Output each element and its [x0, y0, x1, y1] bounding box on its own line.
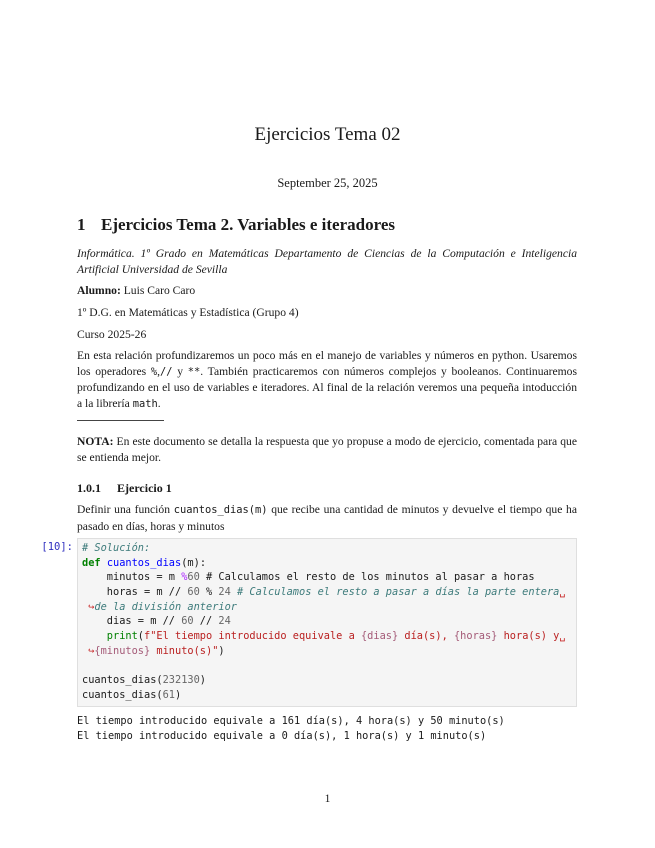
code-text: cuantos_dias(: [82, 689, 163, 701]
code-text: ): [175, 689, 182, 701]
output-line-1: El tiempo introducido equivale a 161 día(s), 4 hora(s) y 50 minuto(s): [77, 715, 505, 727]
document-title: Ejercicios Tema 02: [254, 124, 401, 145]
subsection-number: 1.0.1: [77, 481, 101, 495]
code-text: %: [199, 586, 219, 598]
code-line-5: [82, 600, 237, 615]
code-number: 60: [181, 615, 194, 627]
code-builtin: print: [82, 630, 138, 642]
intro-separator-1: ,: [157, 364, 160, 378]
code-text: (m):: [181, 557, 207, 569]
code-number: 232130: [162, 674, 200, 686]
line-continuation-icon: ␣: [559, 630, 566, 642]
code-number: 60: [187, 571, 200, 583]
intro-separator-2: y: [172, 364, 188, 378]
code-text: //: [193, 615, 219, 627]
section-heading: [77, 215, 395, 235]
intro-end: .: [157, 396, 161, 410]
affiliation-line-1: Informática. 1º Grado en Matemáticas Departamento de Ciencias de la Computación e Inteligencia: [77, 247, 577, 260]
code-text: cuantos_dias(: [82, 674, 163, 686]
intro-operator-floordiv: //: [160, 365, 173, 378]
affiliation: [77, 246, 577, 277]
cell-prompt: [10]:: [41, 541, 73, 553]
code-text: horas = m //: [82, 586, 188, 598]
exercise-text-1: Definir una función: [77, 503, 174, 516]
output-line-2: El tiempo introducido equivale a 0 día(s), 1 hora(s) y 1 minuto(s): [77, 730, 487, 742]
code-string: hora(s) y: [497, 630, 560, 642]
line-continuation-icon: ␣: [559, 586, 566, 598]
intro-text-1: En esta relación profundizaremos un poco más en el manejo de variables y números en python. Usaremos los operadores: [77, 349, 577, 378]
code-number: 24: [218, 615, 231, 627]
code-interpolation: {horas}: [453, 630, 498, 642]
code-keyword: def: [82, 557, 101, 569]
affiliation-line-2: Artificial Universidad de Sevilla: [77, 262, 228, 276]
wrap-arrow-icon: ↪: [88, 601, 95, 613]
code-text: # Calculamos el resto de los minutos al pasar a horas: [199, 571, 535, 583]
section-title: Ejercicios Tema 2. Variables e iteradores: [101, 215, 396, 234]
intro-paragraph: [77, 348, 577, 412]
subsection-title: Ejercicio 1: [117, 481, 172, 495]
intro-operator-mod: %: [150, 365, 158, 378]
code-function-name: cuantos_dias: [106, 557, 182, 569]
subsection-heading: [77, 481, 172, 496]
code-line-6: [82, 614, 231, 629]
wrap-arrow-icon: ↪: [88, 645, 95, 657]
exercise-text-2: que recibe una cantidad de minutos y devuelve el tiempo que ha pasado en días, horas y minutos: [77, 503, 577, 533]
code-line-2: [82, 556, 206, 571]
intro-operator-pow: **: [187, 365, 201, 378]
code-interpolation: {minutos}: [94, 645, 151, 657]
code-line-7: [82, 629, 566, 644]
code-string: día(s),: [398, 630, 454, 642]
exercise-statement: [77, 502, 577, 534]
code-comment: de la división anterior: [94, 601, 237, 613]
code-line-4: [82, 585, 566, 600]
code-comment: # Solución:: [82, 542, 151, 554]
page-number: 1: [324, 793, 331, 805]
intro-text-2: . También practicaremos con números complejos y booleanos. Continuaremos profundizando en el uso de variables e iteradores. Al final de la relación veremos una pequeña intoducción a la librería: [77, 364, 577, 410]
code-interpolation: {dias}: [360, 630, 399, 642]
code-text: ): [218, 645, 225, 657]
alumno-label: Alumno:: [77, 284, 121, 297]
exercise-function-name: cuantos_dias(m): [173, 504, 268, 516]
code-line-11: [82, 688, 181, 703]
intro-library: math: [132, 397, 158, 410]
code-text: minutos = m: [82, 571, 182, 583]
code-line-1: [82, 541, 150, 556]
code-line-3: [82, 570, 535, 585]
code-text: ): [199, 674, 206, 686]
code-string: minuto(s)": [150, 645, 219, 657]
horizontal-rule: [77, 420, 164, 421]
code-operator: %: [181, 571, 188, 583]
code-text: (: [137, 630, 144, 642]
section-number: 1: [77, 215, 86, 234]
code-line-8: [82, 644, 225, 659]
code-text: dias = m //: [82, 615, 182, 627]
code-comment: # Calculamos el resto a pasar a días la parte entera: [230, 586, 560, 598]
document-date: September 25, 2025: [277, 176, 378, 190]
course-line: Curso 2025-26: [77, 328, 147, 341]
degree-line: 1º D.G. en Matemáticas y Estadística (Grupo 4): [77, 306, 299, 319]
code-string: f"El tiempo introducido equivale a: [144, 630, 361, 642]
code-number: 61: [162, 689, 175, 701]
note-paragraph: [77, 434, 577, 465]
alumno-name: Luis Caro Caro: [123, 284, 196, 297]
code-number: 24: [218, 586, 231, 598]
note-text: En este documento se detalla la respuesta que yo propuse a modo de ejercicio, comentada para que se entienda mejor.: [77, 435, 577, 464]
code-line-10: [82, 673, 206, 688]
student-line: [77, 283, 577, 299]
code-number: 60: [187, 586, 200, 598]
note-label: NOTA:: [77, 435, 114, 448]
